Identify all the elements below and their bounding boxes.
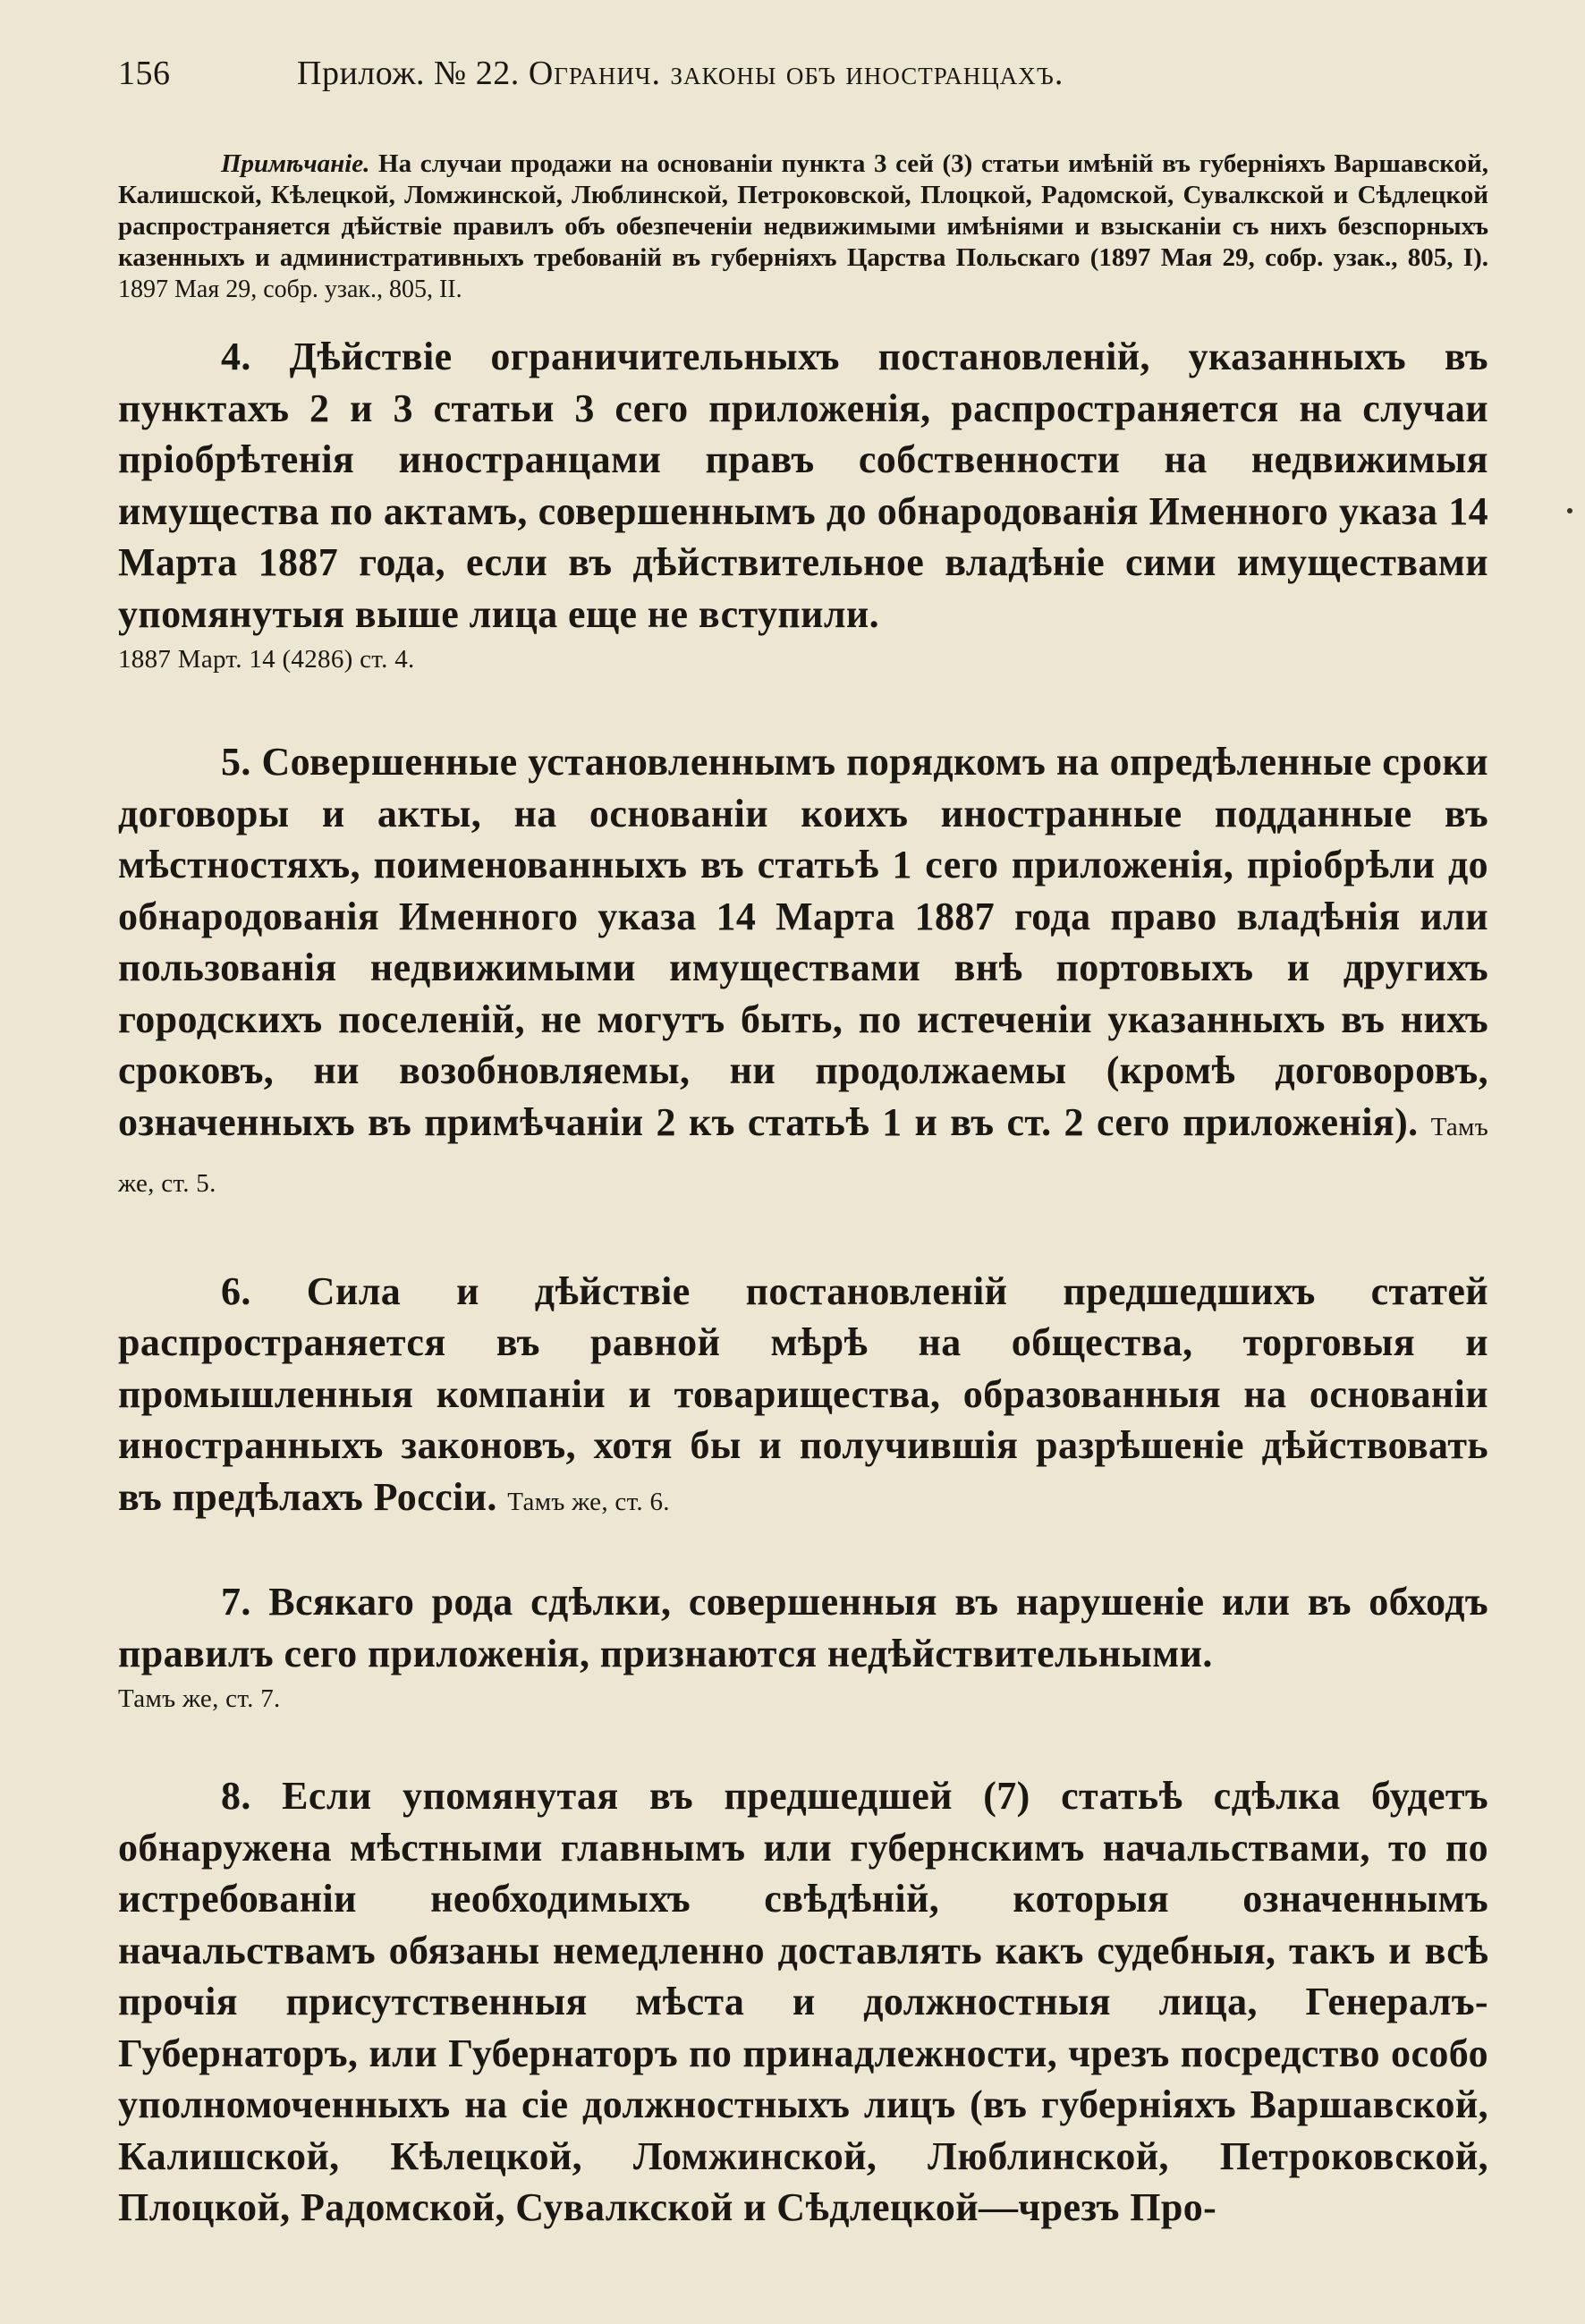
article-7: [118, 1576, 1488, 1718]
running-title: [297, 54, 1064, 93]
page-number: 156: [118, 55, 171, 92]
margin-speck: [1567, 508, 1572, 513]
note-paragraph: [118, 148, 1488, 305]
note-text: На случаи продажи на основаніи пункта 3 сей (3) статьи имѣній въ губерніяхъ Варшавской, Калишской, Кѣлецкой, Ломжинской, Люблинской, Петроковской, Плоцкой, Радомской, Сувалкской и Сѣдлецкой распространяется дѣйствіе правилъ объ обезпеченіи недвижимыми имѣніями и взысканіи съ нихъ безспорныхъ казенныхъ и административныхъ требованій въ губерніяхъ Царства Польскаго (1897 Мая 29, собр. узак., 805, I).: [118, 149, 1488, 272]
article-citation: 1887 Март. 14 (4286) ст. 4.: [118, 645, 415, 674]
article-number: 4.: [221, 335, 251, 378]
note-label: Примѣчаніе.: [221, 149, 370, 178]
article-text: Дѣйствіе ограничительныхъ постановленій, указанныхъ въ пунктахъ 2 и 3 статьи 3 сего приложенія, распространяется на случаи пріобрѣтенія иностранцами правъ собственности на недвижимыя имущества по актамъ, совершеннымъ до обнародованія Именного указа 14 Марта 1887 года, если въ дѣйствительное владѣніе сими имуществами упомянутыя выше лица еще не вступили.: [118, 335, 1488, 636]
running-title-caps: Огранич. законы объ иностранцахъ.: [528, 55, 1064, 92]
article-8: [118, 1770, 1488, 2234]
article-text: Совершенные установленнымъ порядкомъ на опредѣленные сроки договоры и акты, на основаніи коихъ иностранные подданные въ мѣстностяхъ, поименованныхъ въ статьѣ 1 сего приложенія, пріобрѣли до обнародованія Именного указа 14 Марта 1887 года право владѣнія или пользованія недвижимыми имуществами внѣ портовыхъ и другихъ городскихъ поселеній, не могутъ быть, по истеченіи указанныхъ въ нихъ сроковъ, ни возобновляемы, ни продолжаемы (кромѣ договоровъ, означенныхъ въ примѣчаніи 2 къ статьѣ 1 и въ ст. 2 сего приложенія).: [118, 740, 1488, 1144]
article-number: 7.: [221, 1580, 251, 1624]
article-text: Всякаго рода сдѣлки, совершенныя въ нарушеніе или въ обходъ правилъ сего приложенія, признаются недѣйствительными.: [118, 1580, 1489, 1675]
article-citation: Тамъ же, ст. 6.: [507, 1487, 670, 1516]
article-6: [118, 1266, 1488, 1529]
article-text: Если упомянутая въ предшедшей (7) статьѣ сдѣлка будетъ обнаружена мѣстными главнымъ или губернскимъ начальствами, то по истребованіи необходимыхъ свѣдѣній, которыя означеннымъ начальствамъ обязаны немедленно доставлять какъ судебныя, такъ и всѣ прочія присутственныя мѣста и должностныя лица, Генералъ-Губернаторъ, или Губернаторъ по принадлежности, чрезъ посредство особо уполномоченныхъ на сіе должностныхъ лицъ (въ губерніяхъ Варшавской, Калишской, Кѣлецкой, Ломжинской, Люблинской, Петроковской, Плоцкой, Радомской, Сувалкской и Сѣдлецкой—чрезъ Про-: [118, 1774, 1488, 2229]
article-citation: Тамъ же, ст. 7.: [118, 1684, 281, 1713]
article-number: 5.: [221, 740, 251, 784]
article-number: 8.: [221, 1774, 251, 1818]
article-4: [118, 331, 1488, 679]
article-text: Сила и дѣйствіе постановленій предшедшихъ статей распространяется въ равной мѣрѣ на общества, торговыя и промышленныя компаніи и товарищества, образованныя на основаніи иностранныхъ законовъ, хотя бы и получившія разрѣшеніе дѣйствовать въ предѣлахъ Россіи.: [118, 1268, 1489, 1519]
note-source: 1897 Мая 29, собр. узак., 805, II.: [118, 276, 462, 303]
article-citation: Тамъ же, ст. 5.: [118, 1112, 1488, 1198]
article-number: 6.: [221, 1268, 251, 1313]
article-5: [118, 736, 1488, 1210]
running-title-prefix: Прилож. № 22.: [297, 55, 520, 92]
page-header: [118, 54, 1488, 109]
page-content: [118, 54, 1488, 2273]
